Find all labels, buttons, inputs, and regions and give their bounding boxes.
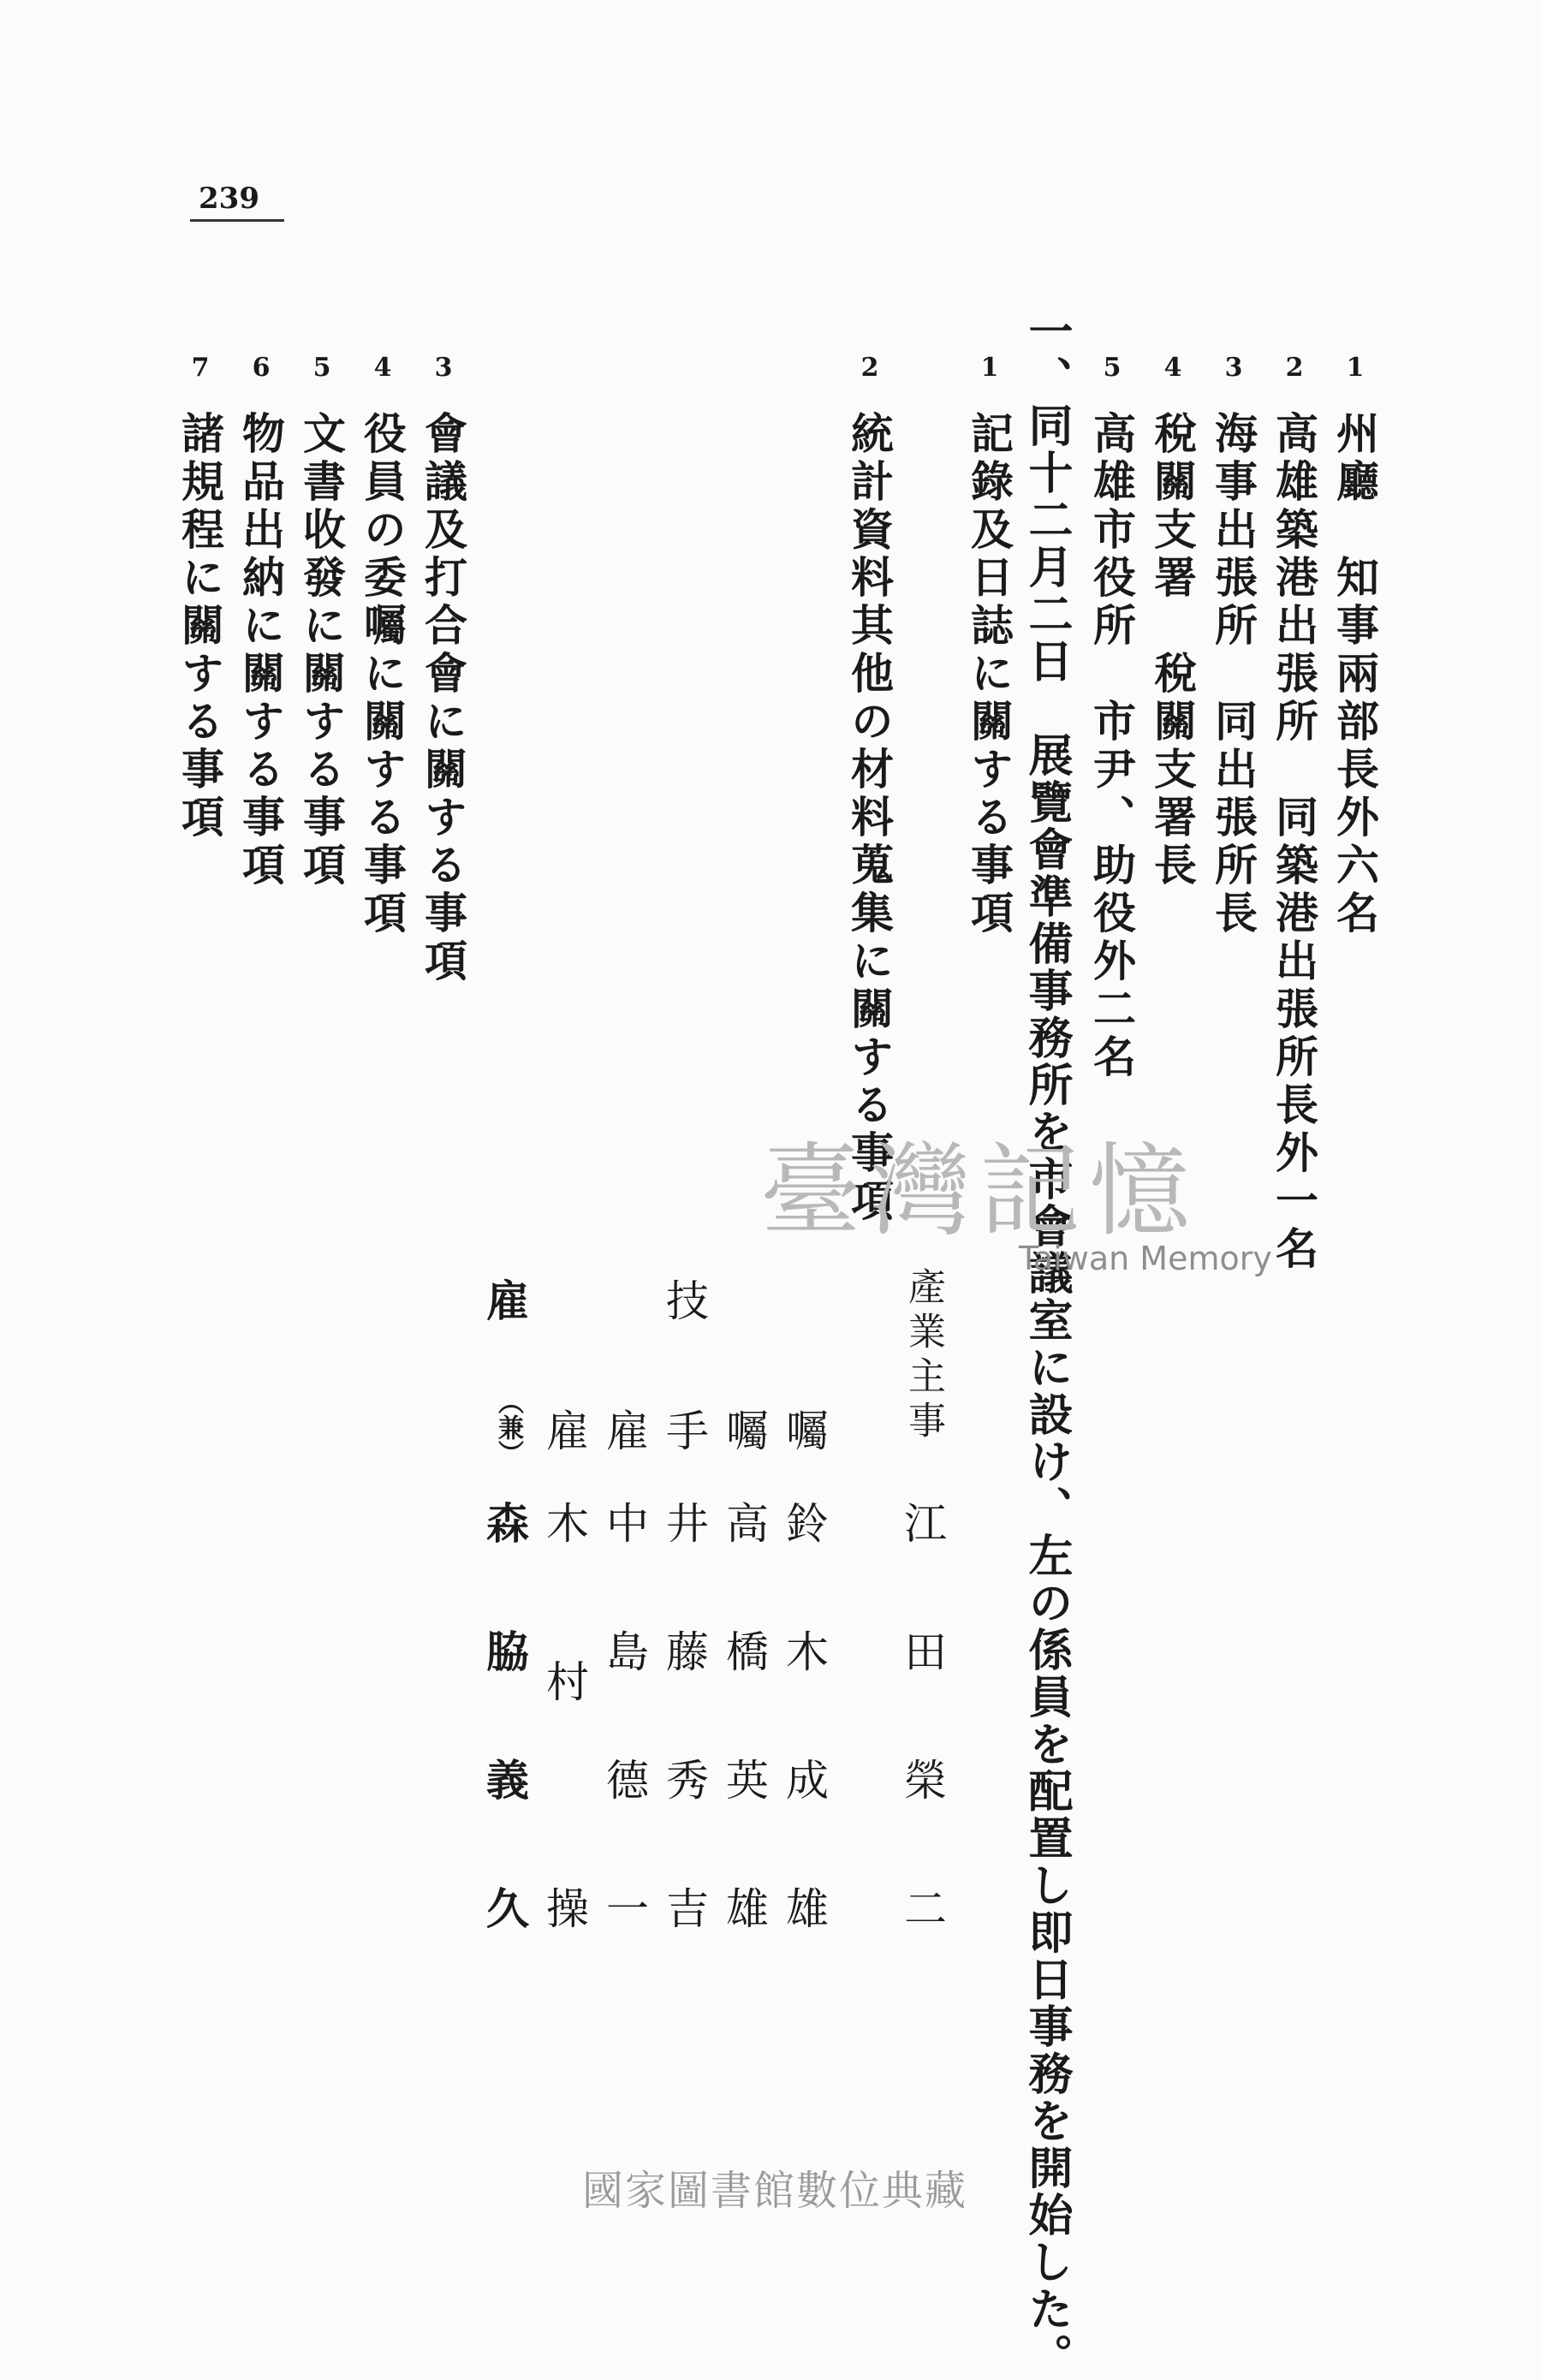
attendee-line: 州廳 知事兩部長外六名: [1330, 411, 1380, 938]
staff-name-char: 成: [786, 1756, 829, 1806]
staff-name-char: 田: [904, 1627, 947, 1677]
duty-num: 2: [860, 353, 879, 383]
staff-prefix: 雇: [606, 1407, 649, 1456]
staff-title: 技: [666, 1276, 709, 1326]
duty-num: 5: [312, 353, 331, 383]
staff-name-char: 英: [726, 1756, 769, 1806]
duty-line: 記錄及日誌に關する事項: [964, 411, 1014, 938]
staff-title: 雇: [486, 1276, 529, 1326]
duty-line: 諸規程に關する事項: [175, 411, 225, 842]
staff-name-char: 一: [606, 1884, 649, 1934]
staff-name-char: 雄: [726, 1884, 769, 1934]
page-number-underline: [190, 219, 284, 222]
staff-name-char: 中: [606, 1499, 649, 1549]
staff-name-char: 橋: [726, 1627, 769, 1677]
attendee-num: 2: [1285, 353, 1304, 383]
staff-name-char: 雄: [786, 1884, 829, 1934]
staff-name-char: 鈴: [786, 1499, 829, 1549]
attendee-line: 稅關支署 稅關支署長: [1147, 411, 1198, 890]
staff-name-char: 久: [486, 1883, 529, 1934]
staff-name-char: 村: [546, 1657, 589, 1707]
duty-line: 統計資料其他の材料蒐集に關する事項: [844, 411, 895, 1226]
staff-name-char: 吉: [666, 1884, 709, 1934]
duty-num: 4: [373, 353, 392, 383]
attendee-num: 3: [1224, 353, 1243, 383]
staff-prefix: 雇: [546, 1407, 589, 1456]
staff-name-char: 操: [546, 1884, 589, 1934]
duty-line: 會議及打合會に關する事項: [418, 411, 468, 986]
duty-num: 6: [252, 353, 271, 383]
staff-name-char: 江: [904, 1499, 947, 1549]
staff-prefix: （兼）: [493, 1389, 523, 1466]
staff-prefix: 囑: [786, 1407, 829, 1456]
staff-name-char: 德: [606, 1756, 649, 1806]
attendee-num: 1: [1346, 353, 1365, 383]
staff-name-char: 義: [486, 1755, 529, 1806]
staff-prefix: 囑: [726, 1407, 769, 1456]
staff-name-char: 秀: [666, 1756, 709, 1806]
attendee-line: 高雄築港出張所 同築港出張所長外一名: [1269, 411, 1319, 1274]
staff-title: 產業主事: [901, 1267, 945, 1445]
staff-name-char: 井: [666, 1499, 709, 1549]
page-number: 239: [199, 181, 259, 216]
staff-name-char: 木: [546, 1499, 589, 1549]
duty-line: 文書收發に關する事項: [296, 411, 347, 890]
staff-name-char: 森: [486, 1498, 529, 1549]
duty-line: 役員の委囑に關する事項: [357, 411, 408, 938]
staff-name-char: 脇: [486, 1627, 529, 1677]
attendee-num: 5: [1103, 353, 1122, 383]
attendee-num: 4: [1163, 353, 1182, 383]
attendee-line: 海事出張所 同出張所長: [1208, 411, 1258, 938]
duty-line: 物品出納に關する事項: [235, 411, 286, 890]
staff-name-char: 藤: [666, 1627, 709, 1677]
footer-archive-label: 國家圖書館數位典藏: [582, 2167, 968, 2215]
staff-name-char: 高: [726, 1499, 769, 1549]
watermark-logo-text: Taiwan Memory: [1019, 1240, 1272, 1277]
duty-num: 1: [980, 353, 999, 383]
duty-num: 7: [191, 353, 210, 383]
staff-prefix: 手: [666, 1407, 709, 1456]
duty-num: 3: [434, 353, 453, 383]
main-heading: 一、同十二月二日 展覽會準備事務所を市會議室に設け、左の係員を配置し即日事務を開始した。: [1020, 308, 1073, 2380]
staff-name-char: 木: [786, 1627, 829, 1677]
staff-name-char: 島: [606, 1627, 649, 1677]
watermark-logo: 臺灣記憶: [760, 1132, 1199, 1250]
staff-name-char: 榮: [904, 1756, 947, 1806]
attendee-line: 高雄市役所 市尹、助役外二名: [1086, 411, 1137, 1082]
staff-name-char: 二: [904, 1884, 947, 1934]
